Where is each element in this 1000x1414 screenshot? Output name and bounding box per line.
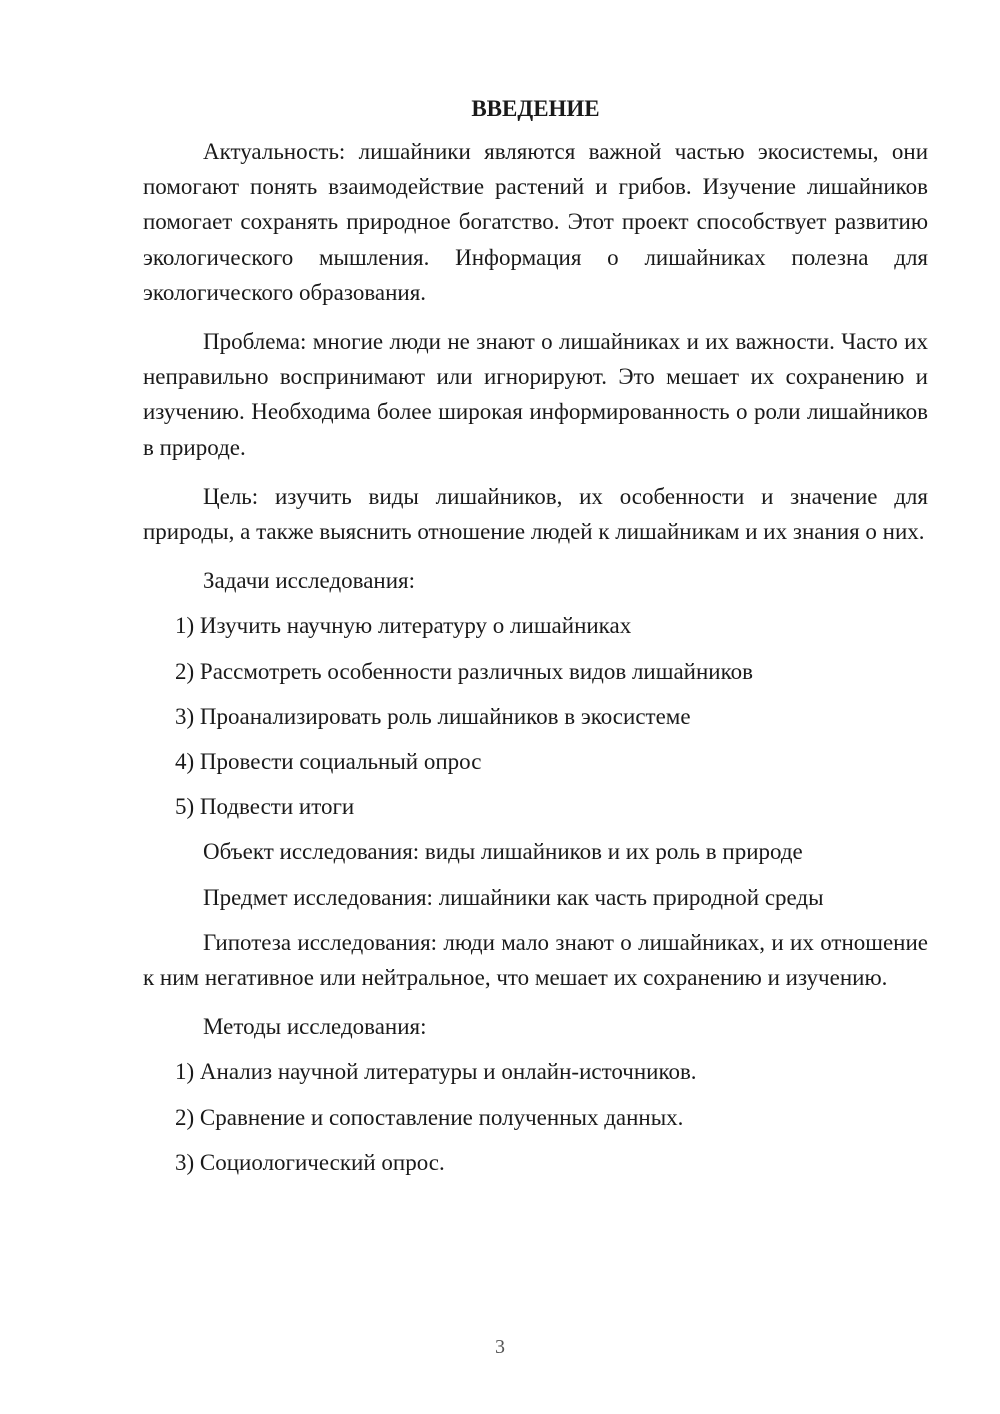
tasks-list [143, 608, 928, 824]
document-title: ВВЕДЕНИЕ [471, 96, 600, 121]
object-statement: Объект исследования: виды лишайников и их роль в природе [203, 839, 803, 865]
goal-paragraph: Цель: изучить виды лишайников, их особенности и значение для природы, а также выяснить отношение людей к лишайникам и их знания о них. [143, 483, 928, 545]
method-item: 2) Сравнение и сопоставление полученных данных. [175, 1104, 684, 1130]
methods-label: Методы исследования: [203, 1014, 427, 1040]
method-item: 1) Анализ научной литературы и онлайн-источников. [175, 1059, 697, 1085]
task-item: 4) Провести социальный опрос [175, 749, 482, 775]
subject-statement: Предмет исследования: лишайники как часть природной среды [203, 884, 824, 910]
task-item: 2) Рассмотреть особенности различных видов лишайников [175, 658, 753, 684]
problem-paragraph: Проблема: многие люди не знают о лишайниках и их важности. Часто их неправильно воспринимают или игнорируют. Это мешает их сохранению и изучению. Необходима более широкая информированность о роли лишайников в природе. [143, 329, 928, 460]
methods-list [143, 1054, 928, 1180]
page-number: 3 [495, 1336, 505, 1358]
task-item: 3) Проанализировать роль лишайников в экосистеме [175, 703, 691, 729]
method-item: 3) Социологический опрос. [175, 1149, 445, 1175]
hypothesis-paragraph: Гипотеза исследования: люди мало знают о лишайниках, и их отношение к ним негативное или нейтральное, что мешает их сохранению и изучению. [143, 929, 928, 991]
document-page [143, 92, 928, 1190]
tasks-label: Задачи исследования: [203, 568, 416, 594]
task-item: 1) Изучить научную литературу о лишайниках [175, 613, 632, 639]
task-item: 5) Подвести итоги [175, 794, 355, 820]
relevance-paragraph: Актуальность: лишайники являются важной частью экосистемы, они помогают понять взаимодействие растений и грибов. Изучение лишайников помогает сохранять природное богатство. Этот проект способствует развитию экологического мышления. Информация о лишайниках полезна для экологического образования. [143, 139, 928, 305]
